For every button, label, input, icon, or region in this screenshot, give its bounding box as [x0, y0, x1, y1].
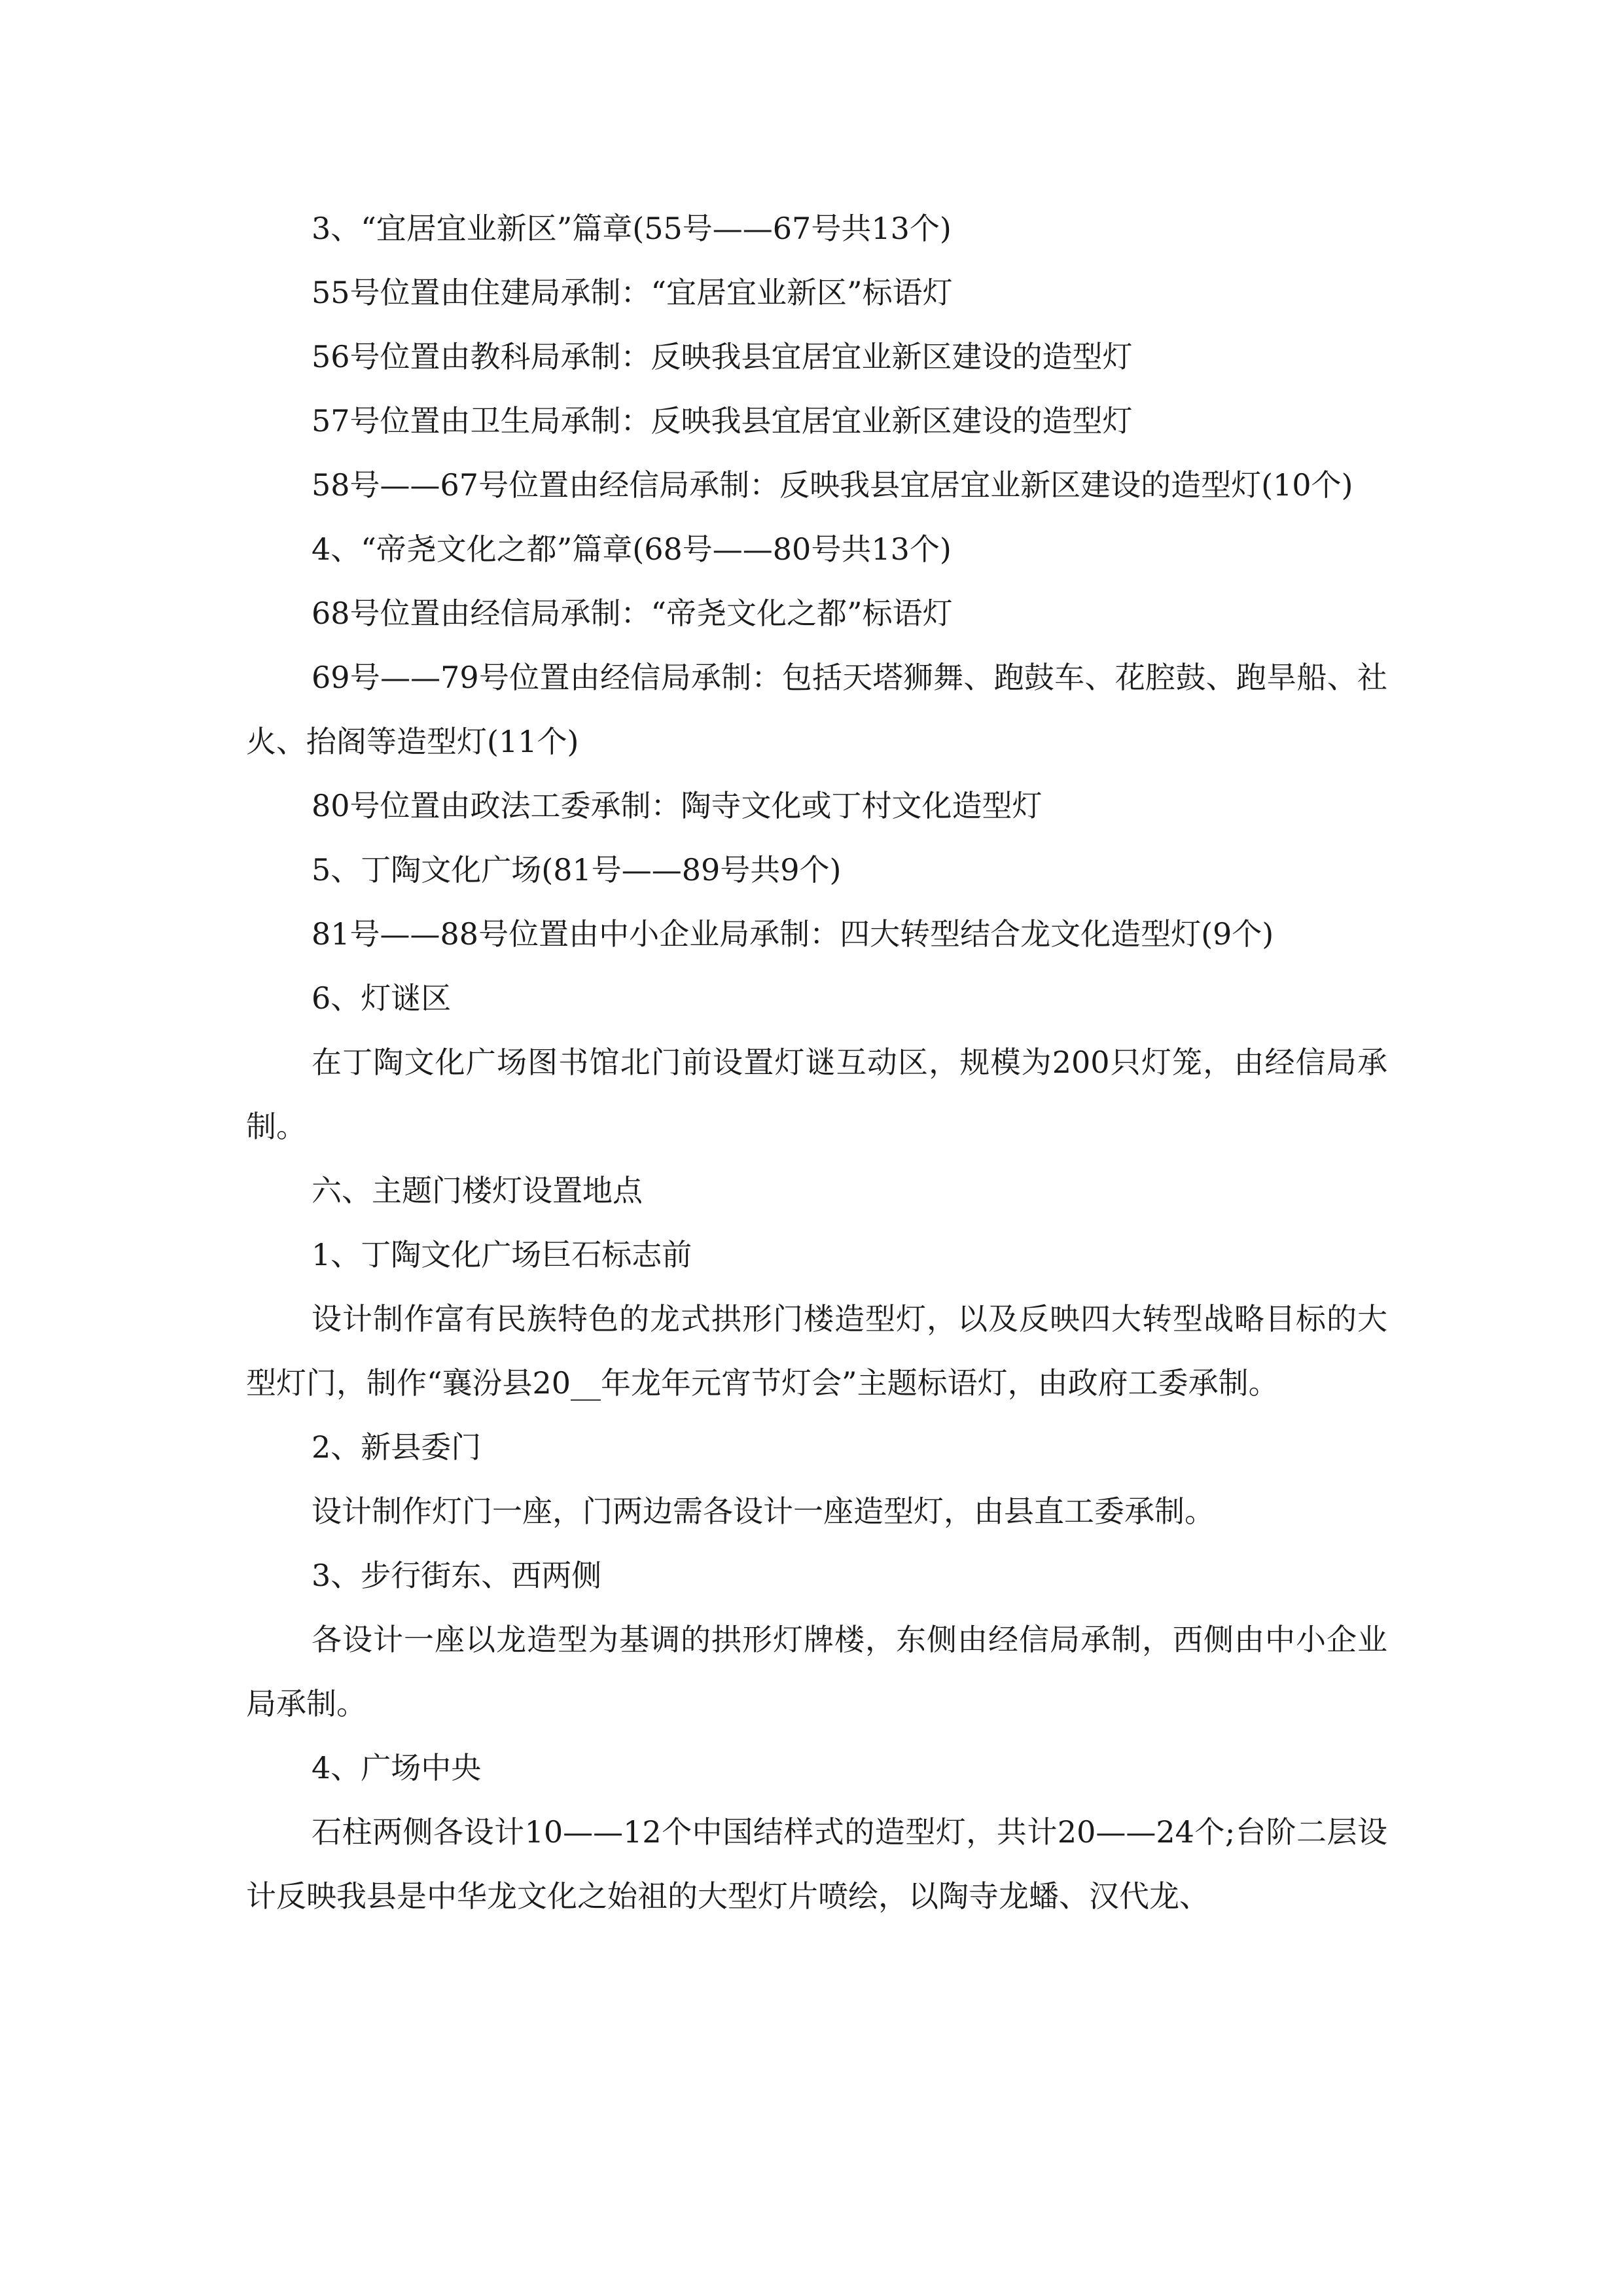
subsection-heading: 3、步行街东、西两侧 [312, 1558, 602, 1593]
section-heading-livable-district: 3、“宜居宜业新区”篇章(55号——67号共13个) [312, 211, 952, 246]
body-paragraph: 设计制作富有民族特色的龙式拱形门楼造型灯，以及反映四大转型战略目标的大型灯门，制作“襄汾县20__年龙年元宵节灯会”主题标语灯，由政府工委承制。 [246, 1301, 1387, 1401]
body-paragraph: 在丁陶文化广场图书馆北门前设置灯谜互动区，规模为200只灯笼，由经信局承制。 [246, 1045, 1387, 1144]
body-paragraph: 石柱两侧各设计10——12个中国结样式的造型灯，共计20——24个;台阶二层设计反映我县是中华龙文化之始祖的大型灯片喷绘，以陶寺龙蟠、汉代龙、 [246, 1814, 1387, 1914]
list-item: 68号位置由经信局承制：“帝尧文化之都”标语灯 [312, 596, 953, 631]
section-heading-lantern-riddle: 6、灯谜区 [312, 980, 452, 1016]
list-item: 58号——67号位置由经信局承制：反映我县宜居宜业新区建设的造型灯(10个) [312, 467, 1353, 503]
chapter-heading-gate-lanterns: 六、主题门楼灯设置地点 [312, 1173, 643, 1208]
subsection-heading: 1、丁陶文化广场巨石标志前 [312, 1237, 692, 1272]
list-item: 81号——88号位置由中小企业局承制：四大转型结合龙文化造型灯(9个) [312, 916, 1274, 952]
list-item: 55号位置由住建局承制：“宜居宜业新区”标语灯 [312, 275, 953, 310]
list-item: 69号——79号位置由经信局承制：包括天塔狮舞、跑鼓车、花腔鼓、跑旱船、社火、抬阁等造型灯(11个) [246, 660, 1387, 759]
subsection-heading: 2、新县委门 [312, 1429, 482, 1465]
list-item: 80号位置由政法工委承制：陶寺文化或丁村文化造型灯 [312, 788, 1043, 823]
subsection-heading: 4、广场中央 [312, 1750, 482, 1785]
section-heading-dingtao-square: 5、丁陶文化广场(81号——89号共9个) [312, 852, 842, 888]
body-paragraph: 各设计一座以龙造型为基调的拱形灯牌楼，东侧由经信局承制，西侧由中小企业局承制。 [246, 1622, 1387, 1721]
body-paragraph: 设计制作灯门一座，门两边需各设计一座造型灯，由县直工委承制。 [312, 1494, 1215, 1529]
list-item: 57号位置由卫生局承制：反映我县宜居宜业新区建设的造型灯 [312, 403, 1133, 439]
list-item: 56号位置由教科局承制：反映我县宜居宜业新区建设的造型灯 [312, 339, 1133, 374]
document-body [246, 196, 1387, 1928]
section-heading-diyao-culture: 4、“帝尧文化之都”篇章(68号——80号共13个) [312, 531, 952, 567]
